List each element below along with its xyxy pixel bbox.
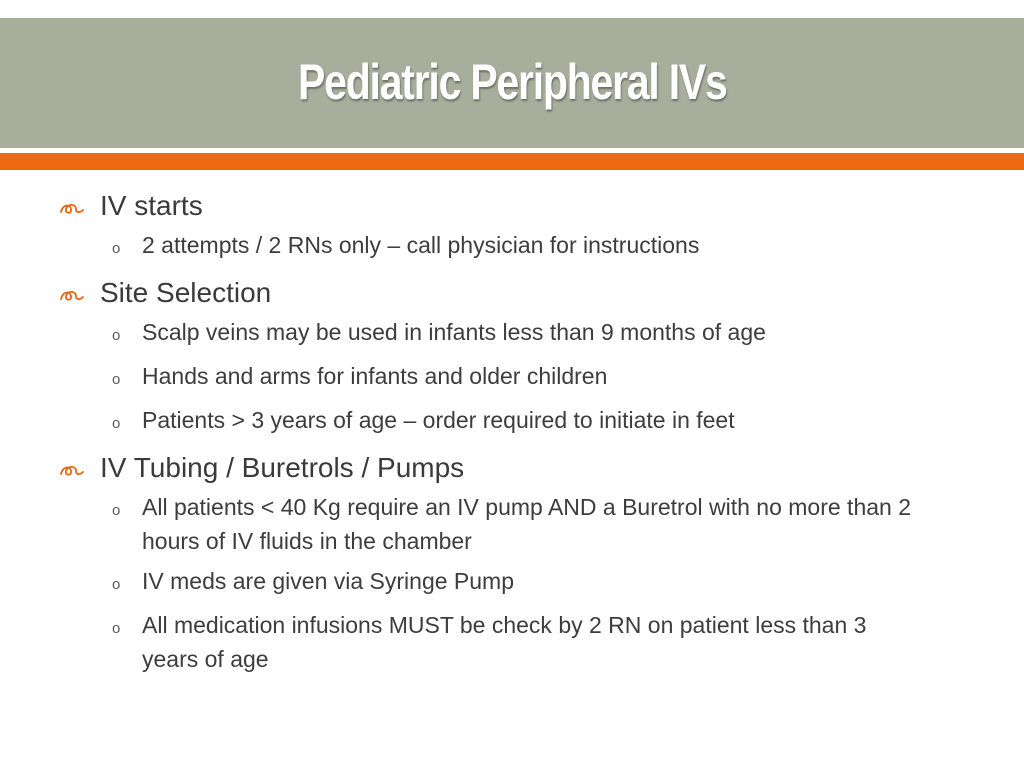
sub-bullet (60, 403, 960, 441)
section-heading-text: IV Tubing / Buretrols / Pumps (100, 452, 465, 483)
slide-title: Pediatric Peripheral IVs (297, 54, 727, 110)
circle-bullet-icon: o (112, 327, 121, 344)
circle-bullet-icon: o (112, 415, 121, 432)
section-heading (60, 186, 960, 226)
circle-bullet-icon: o (112, 502, 121, 519)
section-heading (60, 273, 960, 313)
sub-bullet-text: Scalp veins may be used in infants less than 9 months of age (142, 319, 766, 345)
sub-bullet (60, 315, 960, 353)
sub-bullet-text: Patients > 3 years of age – order required to initiate in feet (142, 407, 735, 433)
section-heading-text: IV starts (100, 190, 203, 221)
section-heading-text: Site Selection (100, 277, 272, 308)
sub-bullet-list (60, 228, 960, 266)
circle-bullet-icon: o (112, 620, 121, 637)
title-band (0, 18, 1024, 148)
curly-loop-icon (60, 284, 94, 302)
section-heading (60, 448, 960, 488)
circle-bullet-icon: o (112, 576, 121, 593)
sub-bullet (60, 228, 960, 266)
curly-loop-icon (60, 459, 94, 477)
accent-bar (0, 153, 1024, 170)
sub-bullet-text: 2 attempts / 2 RNs only – call physician for instructions (142, 232, 700, 258)
sub-bullet-text: IV meds are given via Syringe Pump (142, 568, 515, 594)
sub-bullet-text: All patients < 40 Kg require an IV pump AND a Buretrol with no more than 2 hours of IV fluids in the chamber (142, 494, 912, 554)
sub-bullet (60, 608, 960, 676)
bullet-content (60, 186, 960, 676)
circle-bullet-icon: o (112, 240, 121, 257)
sub-bullet (60, 564, 960, 602)
sub-bullet-text: All medication infusions MUST be check by 2 RN on patient less than 3 years of age (142, 612, 867, 672)
circle-bullet-icon: o (112, 371, 121, 388)
sub-bullet (60, 490, 960, 558)
sub-bullet-text: Hands and arms for infants and older children (142, 363, 608, 389)
curly-loop-icon (60, 197, 94, 215)
sub-bullet (60, 359, 960, 397)
sub-bullet-list (60, 315, 960, 441)
sub-bullet-list (60, 490, 960, 676)
